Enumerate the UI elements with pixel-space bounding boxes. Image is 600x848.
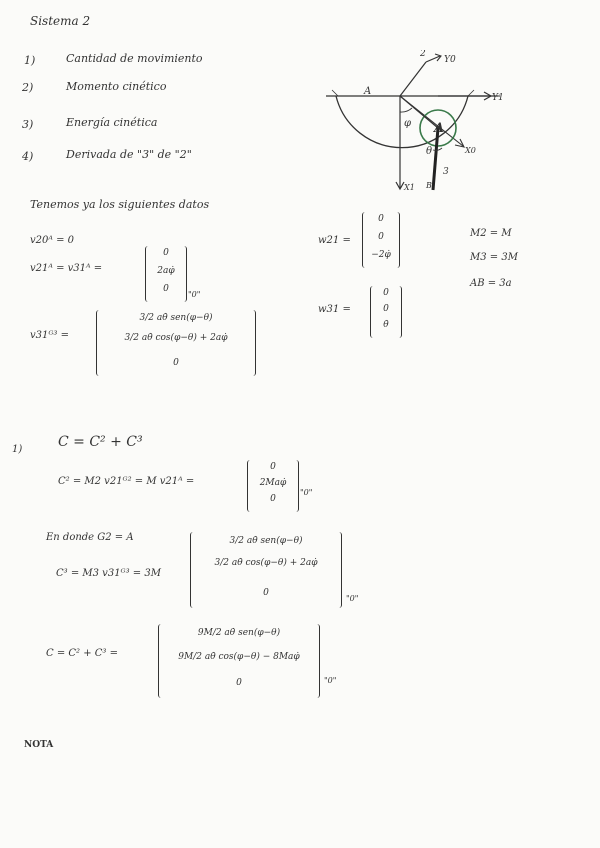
label-phi: φ — [404, 118, 412, 129]
task-text: Energía cinética — [66, 116, 158, 129]
frame-label: "0" — [300, 488, 313, 497]
v21-vector: 0 2aφ̇ 0 — [145, 246, 187, 302]
label-x1: X1 — [404, 183, 415, 192]
v31-vector: 3/2 aθ̇ sen(φ−θ) 3/2 aθ̇ cos(φ−θ) + 2aφ̇ 0 — [96, 310, 256, 376]
c2-vector: 0 2Maφ̇ 0 — [247, 460, 299, 512]
task-number: 4) — [22, 150, 34, 163]
label-x0: X0 — [465, 146, 476, 155]
g2-note: En donde G2 = A — [46, 532, 134, 543]
frame-label: "0" — [346, 594, 359, 603]
frame-label: "0" — [324, 676, 337, 685]
label-2: 2 — [420, 50, 426, 59]
label-a-ground: A — [364, 86, 372, 97]
v31-label: v31ᴳ³ = — [30, 330, 69, 341]
task-text: Derivada de "3" de "2" — [66, 148, 192, 161]
c-total-equation: C = C² + C³ = — [46, 648, 119, 659]
length-ab: AB = 3a — [470, 278, 512, 289]
c2-equation: C² = M2 v21ᴳ² = M v21ᴬ = — [58, 476, 195, 487]
w21-label: w21 = — [318, 235, 351, 246]
label-3: 3 — [443, 167, 449, 177]
label-b: B — [426, 181, 432, 190]
w31-vector: 0 0 θ̇ — [370, 286, 402, 338]
task-text: Momento cinético — [66, 80, 167, 93]
label-y1: Y1 — [492, 93, 504, 103]
c3-equation: C³ = M3 v31ᴳ³ = 3M — [56, 568, 161, 579]
c-total-vector: 9M/2 aθ̇ sen(φ−θ) 9M/2 aθ̇ cos(φ−θ) − 8Maφ̇ 0 — [158, 624, 320, 698]
given-intro: Tenemos ya los siguientes datos — [30, 198, 210, 211]
frame-label: "0" — [188, 290, 201, 299]
c-sum-equation: C = C² + C³ — [58, 434, 143, 450]
nota-label: NOTA — [24, 740, 54, 750]
w31-label: w31 = — [318, 304, 351, 315]
label-a-disk: A — [434, 121, 445, 136]
v20-equation: v20ᴬ = 0 — [30, 235, 75, 246]
semicircle-guide — [336, 96, 468, 148]
task-number: 1) — [24, 54, 36, 67]
c3-vector: 3/2 aθ̇ sen(φ−θ) 3/2 aθ̇ cos(φ−θ) + 2aφ̇ 0 — [190, 532, 342, 608]
bar-ab — [433, 128, 438, 190]
task-number: 3) — [22, 118, 34, 131]
w21-vector: 0 0 −2φ̇ — [362, 212, 400, 268]
label-theta: θ — [426, 146, 433, 157]
page-title: Sistema 2 — [30, 14, 91, 28]
v21-label: v21ᴬ = v31ᴬ = — [30, 263, 103, 274]
label-y0: Y0 — [444, 55, 456, 65]
task-number: 2) — [22, 81, 34, 94]
task-text: Cantidad de movimiento — [66, 52, 203, 65]
y0-axis — [400, 62, 426, 96]
mechanism-diagram — [318, 50, 523, 200]
mass-m3: M3 = 3M — [470, 252, 518, 263]
mass-m2: M2 = M — [470, 228, 512, 239]
part-number: 1) — [12, 444, 23, 455]
